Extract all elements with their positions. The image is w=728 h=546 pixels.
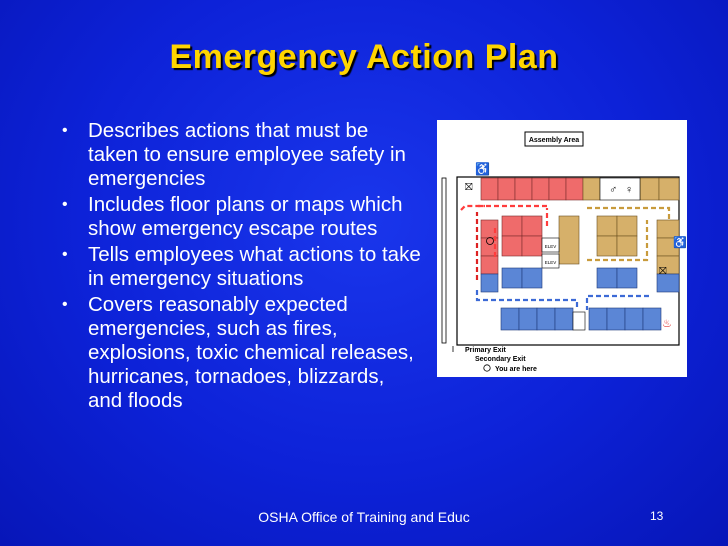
- legend-you-are-here-icon: [484, 365, 490, 371]
- stairwell: [573, 312, 585, 330]
- bullet-text: Includes floor plans or maps which show emergency escape routes: [88, 193, 403, 240]
- slide-title: Emergency Action Plan: [169, 38, 559, 76]
- bullet-item: [62, 243, 422, 291]
- bullet-icon: •: [62, 196, 68, 213]
- exit-sign-icon: ⛝: [659, 266, 667, 277]
- page-number: 13: [650, 509, 664, 523]
- bullet-text: Tells employees what actions to take in emergency situations: [88, 243, 421, 290]
- exit-sign-icon: ⛝: [465, 182, 473, 193]
- bullet-text: Describes actions that must be taken to ensure employee safety in emergencies: [88, 119, 406, 190]
- floor-plan-drawing: [437, 120, 687, 377]
- bullet-item: [62, 193, 422, 241]
- bullet-text: Covers reasonably expected emergencies, such as fires, explosions, toxic chemical releases, hurricanes, tornadoes, blizzards, and floods: [88, 293, 414, 412]
- legend-primary-exit: Primary Exit: [465, 347, 506, 354]
- bullet-icon: •: [62, 122, 68, 139]
- bullet-item: [62, 119, 422, 191]
- bullet-list: [62, 119, 422, 415]
- bullet-icon: •: [62, 246, 68, 263]
- accessible-icon: ♿: [673, 237, 687, 249]
- fire-extinguisher-icon: ♨: [662, 318, 672, 330]
- restroom-block: [600, 178, 640, 200]
- womens-restroom-icon: ♀: [625, 184, 634, 196]
- bullet-item: [62, 293, 422, 413]
- outer-wall: [442, 178, 446, 343]
- red-zone-top-rooms: [481, 178, 583, 200]
- bullet-icon: •: [62, 296, 68, 313]
- legend-you-are-here: You are here: [495, 366, 537, 373]
- elevator-label: ELEV: [544, 244, 557, 249]
- legend-secondary-exit: Secondary Exit: [475, 356, 526, 363]
- elevator-label: ELEV: [544, 260, 557, 265]
- footer-text: OSHA Office of Training and Educ: [258, 509, 470, 525]
- assembly-area-label: Assembly Area: [528, 137, 580, 144]
- accessible-icon: ♿: [475, 162, 490, 176]
- floor-plan-map: [437, 120, 687, 377]
- mens-restroom-icon: ♂: [609, 184, 618, 196]
